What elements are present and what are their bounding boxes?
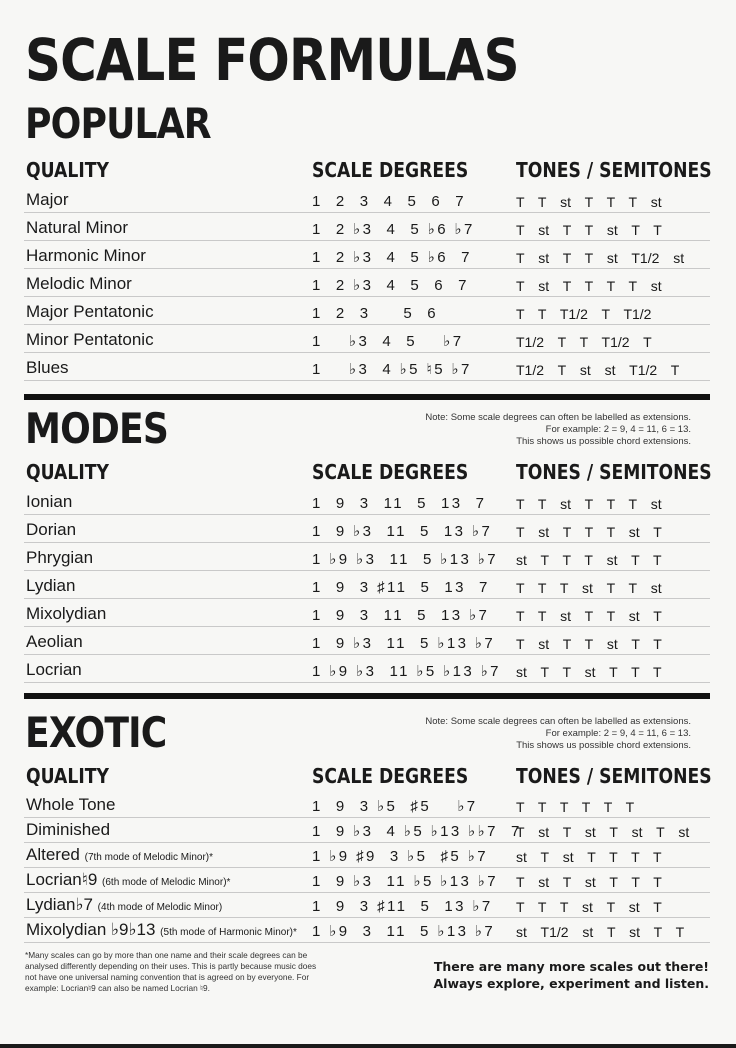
scale-quality: Locrian♮9 (6th mode of Melodic Minor)* <box>26 870 231 889</box>
tones-semitones: T T T st T T st <box>516 580 662 596</box>
scale-degrees: 1 9 3 11 5 13 ♭7 <box>312 607 490 624</box>
scale-quality: Phrygian <box>26 548 94 567</box>
table-row <box>24 626 710 655</box>
scale-quality: Melodic Minor <box>26 274 132 293</box>
column-header-degrees: SCALE DEGREES <box>312 764 469 788</box>
scale-quality: Mixolydian ♭9♭13 (5th mode of Harmonic Minor)* <box>26 920 297 939</box>
scale-mode-note: (5th mode of Harmonic Minor)* <box>160 927 297 938</box>
scale-quality: Lydian♭7 (4th mode of Melodic Minor) <box>26 895 223 914</box>
scale-degrees: 1 ♭9 ♭3 11 ♭5 ♭13 ♭7 <box>312 663 501 680</box>
tones-semitones: T st T T T T st <box>516 278 662 294</box>
column-header-degrees: SCALE DEGREES <box>312 460 469 484</box>
scale-degrees: 1 2 3 5 6 <box>312 305 438 322</box>
scale-degrees: 1 2 3 4 5 6 7 <box>312 193 467 210</box>
scale-quality: Whole Tone <box>26 795 116 814</box>
table-row <box>24 184 710 213</box>
scale-degrees: 1 9 ♭3 4 ♭5 ♭13 ♭♭7 7 <box>312 823 522 840</box>
table-row <box>24 792 710 818</box>
table-row <box>24 324 710 353</box>
scale-degrees: 1 ♭9 3 11 5 ♭13 ♭7 <box>312 923 496 940</box>
scale-quality: Major <box>26 190 69 209</box>
scale-degrees: 1 ♭3 4 ♭5 ♮5 ♭7 <box>312 361 472 378</box>
tones-semitones: T st T T T st T <box>516 524 662 540</box>
tones-semitones: T T T T T T <box>516 799 635 815</box>
table-row <box>24 240 710 269</box>
scale-degrees: 1 9 3 11 5 13 7 <box>312 495 487 512</box>
scale-quality: Harmonic Minor <box>26 246 146 265</box>
scale-quality: Aeolian <box>26 632 83 651</box>
column-header-quality: QUALITY <box>26 158 109 182</box>
tones-semitones: T st T st T T T <box>516 874 662 890</box>
scale-degrees: 1 2 ♭3 4 5 ♭6 7 <box>312 249 472 266</box>
tones-semitones: T st T T st T T <box>516 222 662 238</box>
table-row <box>24 570 710 599</box>
exotic-note: Note: Some scale degrees can often be labelled as extensions. For example: 2 = 9, 4 = 11, 6 = 13. This shows us possible chord extensions. <box>425 716 691 751</box>
scale-degrees: 1 2 ♭3 4 5 ♭6 ♭7 <box>312 221 475 238</box>
column-header-degrees: SCALE DEGREES <box>312 158 469 182</box>
tones-semitones: st T T st T T T <box>516 664 662 680</box>
scale-degrees: 1 ♭9 ♭3 11 5 ♭13 ♭7 <box>312 551 499 568</box>
scale-mode-note: (7th mode of Melodic Minor)* <box>84 852 213 863</box>
column-header-quality: QUALITY <box>26 764 109 788</box>
scale-quality: Ionian <box>26 492 73 511</box>
column-header-tones: TONES / SEMITONES <box>516 460 712 484</box>
section-title-popular: POPULAR <box>25 99 211 148</box>
scale-quality: Altered (7th mode of Melodic Minor)* <box>26 845 213 864</box>
scale-degrees: 1 9 3 ♭5 ♯5 ♭7 <box>312 798 478 815</box>
table-row <box>24 654 710 683</box>
scale-mode-note: (4th mode of Melodic Minor) <box>97 902 223 913</box>
column-header-quality: QUALITY <box>26 460 109 484</box>
section-divider <box>24 394 710 400</box>
scale-quality: Lydian <box>26 576 76 595</box>
table-row <box>24 598 710 627</box>
column-header-tones: TONES / SEMITONES <box>516 158 712 182</box>
bottom-border <box>0 1044 736 1048</box>
scale-quality: Blues <box>26 358 69 377</box>
table-row <box>24 842 710 868</box>
scale-degrees: 1 ♭3 4 5 ♭7 <box>312 333 464 350</box>
table-row <box>24 917 710 943</box>
section-title-modes: MODES <box>25 404 169 453</box>
table-row <box>24 867 710 893</box>
table-row <box>24 486 710 515</box>
tones-semitones: T T T st T st T <box>516 899 662 915</box>
scale-degrees: 1 9 3 ♯11 5 13 ♭7 <box>312 898 493 915</box>
scale-degrees: 1 9 ♭3 11 5 ♭13 ♭7 <box>312 635 496 652</box>
tones-semitones: T st T T st T T <box>516 636 662 652</box>
scale-quality: Major Pentatonic <box>26 302 154 321</box>
column-header-tones: TONES / SEMITONES <box>516 764 712 788</box>
table-row <box>24 817 710 843</box>
scale-degrees: 1 2 ♭3 4 5 6 7 <box>312 277 469 294</box>
scale-degrees: 1 ♭9 ♯9 3 ♭5 ♯5 ♭7 <box>312 848 488 865</box>
footnote: *Many scales can go by more than one name and their scale degrees can be analysed differently depending on their uses. This is partly because music does not have one universal naming convention that is agreed on by everyone. For example: Locrian♮9 can also be named Locrian ♮9. <box>25 950 317 993</box>
tones-semitones: st T T T st T T <box>516 552 662 568</box>
scale-quality: Natural Minor <box>26 218 129 237</box>
section-title-exotic: EXOTIC <box>25 708 167 757</box>
tones-semitones: T T st T T T st <box>516 194 662 210</box>
scale-degrees: 1 9 ♭3 11 5 13 ♭7 <box>312 523 493 540</box>
tones-semitones: T T T1/2 T T1/2 <box>516 306 652 322</box>
scale-quality: Minor Pentatonic <box>26 330 154 349</box>
scale-quality: Mixolydian <box>26 604 107 623</box>
scale-mode-note: (6th mode of Melodic Minor)* <box>102 877 231 888</box>
table-row <box>24 268 710 297</box>
table-row <box>24 892 710 918</box>
table-row <box>24 212 710 241</box>
page-title: SCALE FORMULAS <box>25 26 519 94</box>
tones-semitones: T T st T T T st <box>516 496 662 512</box>
table-row <box>24 542 710 571</box>
table-row <box>24 296 710 325</box>
scale-quality: Diminished <box>26 820 111 839</box>
closing-message: There are many more scales out there! Always explore, experiment and listen. <box>433 959 709 991</box>
scale-quality: Dorian <box>26 520 77 539</box>
tones-semitones: T1/2 T T T1/2 T <box>516 334 652 350</box>
modes-note: Note: Some scale degrees can often be labelled as extensions. For example: 2 = 9, 4 = 11, 6 = 13. This shows us possible chord extensions. <box>425 412 691 447</box>
scale-quality: Locrian <box>26 660 82 679</box>
section-divider <box>24 693 710 699</box>
scale-degrees: 1 9 3 ♯11 5 13 7 <box>312 579 490 596</box>
table-row <box>24 352 710 381</box>
tones-semitones: T st T T st T1/2 st <box>516 250 685 266</box>
tones-semitones: T1/2 T st st T1/2 T <box>516 362 680 378</box>
table-row <box>24 514 710 543</box>
scale-degrees: 1 9 ♭3 11 ♭5 ♭13 ♭7 <box>312 873 499 890</box>
tones-semitones: st T st T T T T <box>516 849 662 865</box>
tones-semitones: T st T st T st T st <box>516 824 690 840</box>
tones-semitones: st T1/2 st T st T T <box>516 924 685 940</box>
tones-semitones: T T st T T st T <box>516 608 662 624</box>
